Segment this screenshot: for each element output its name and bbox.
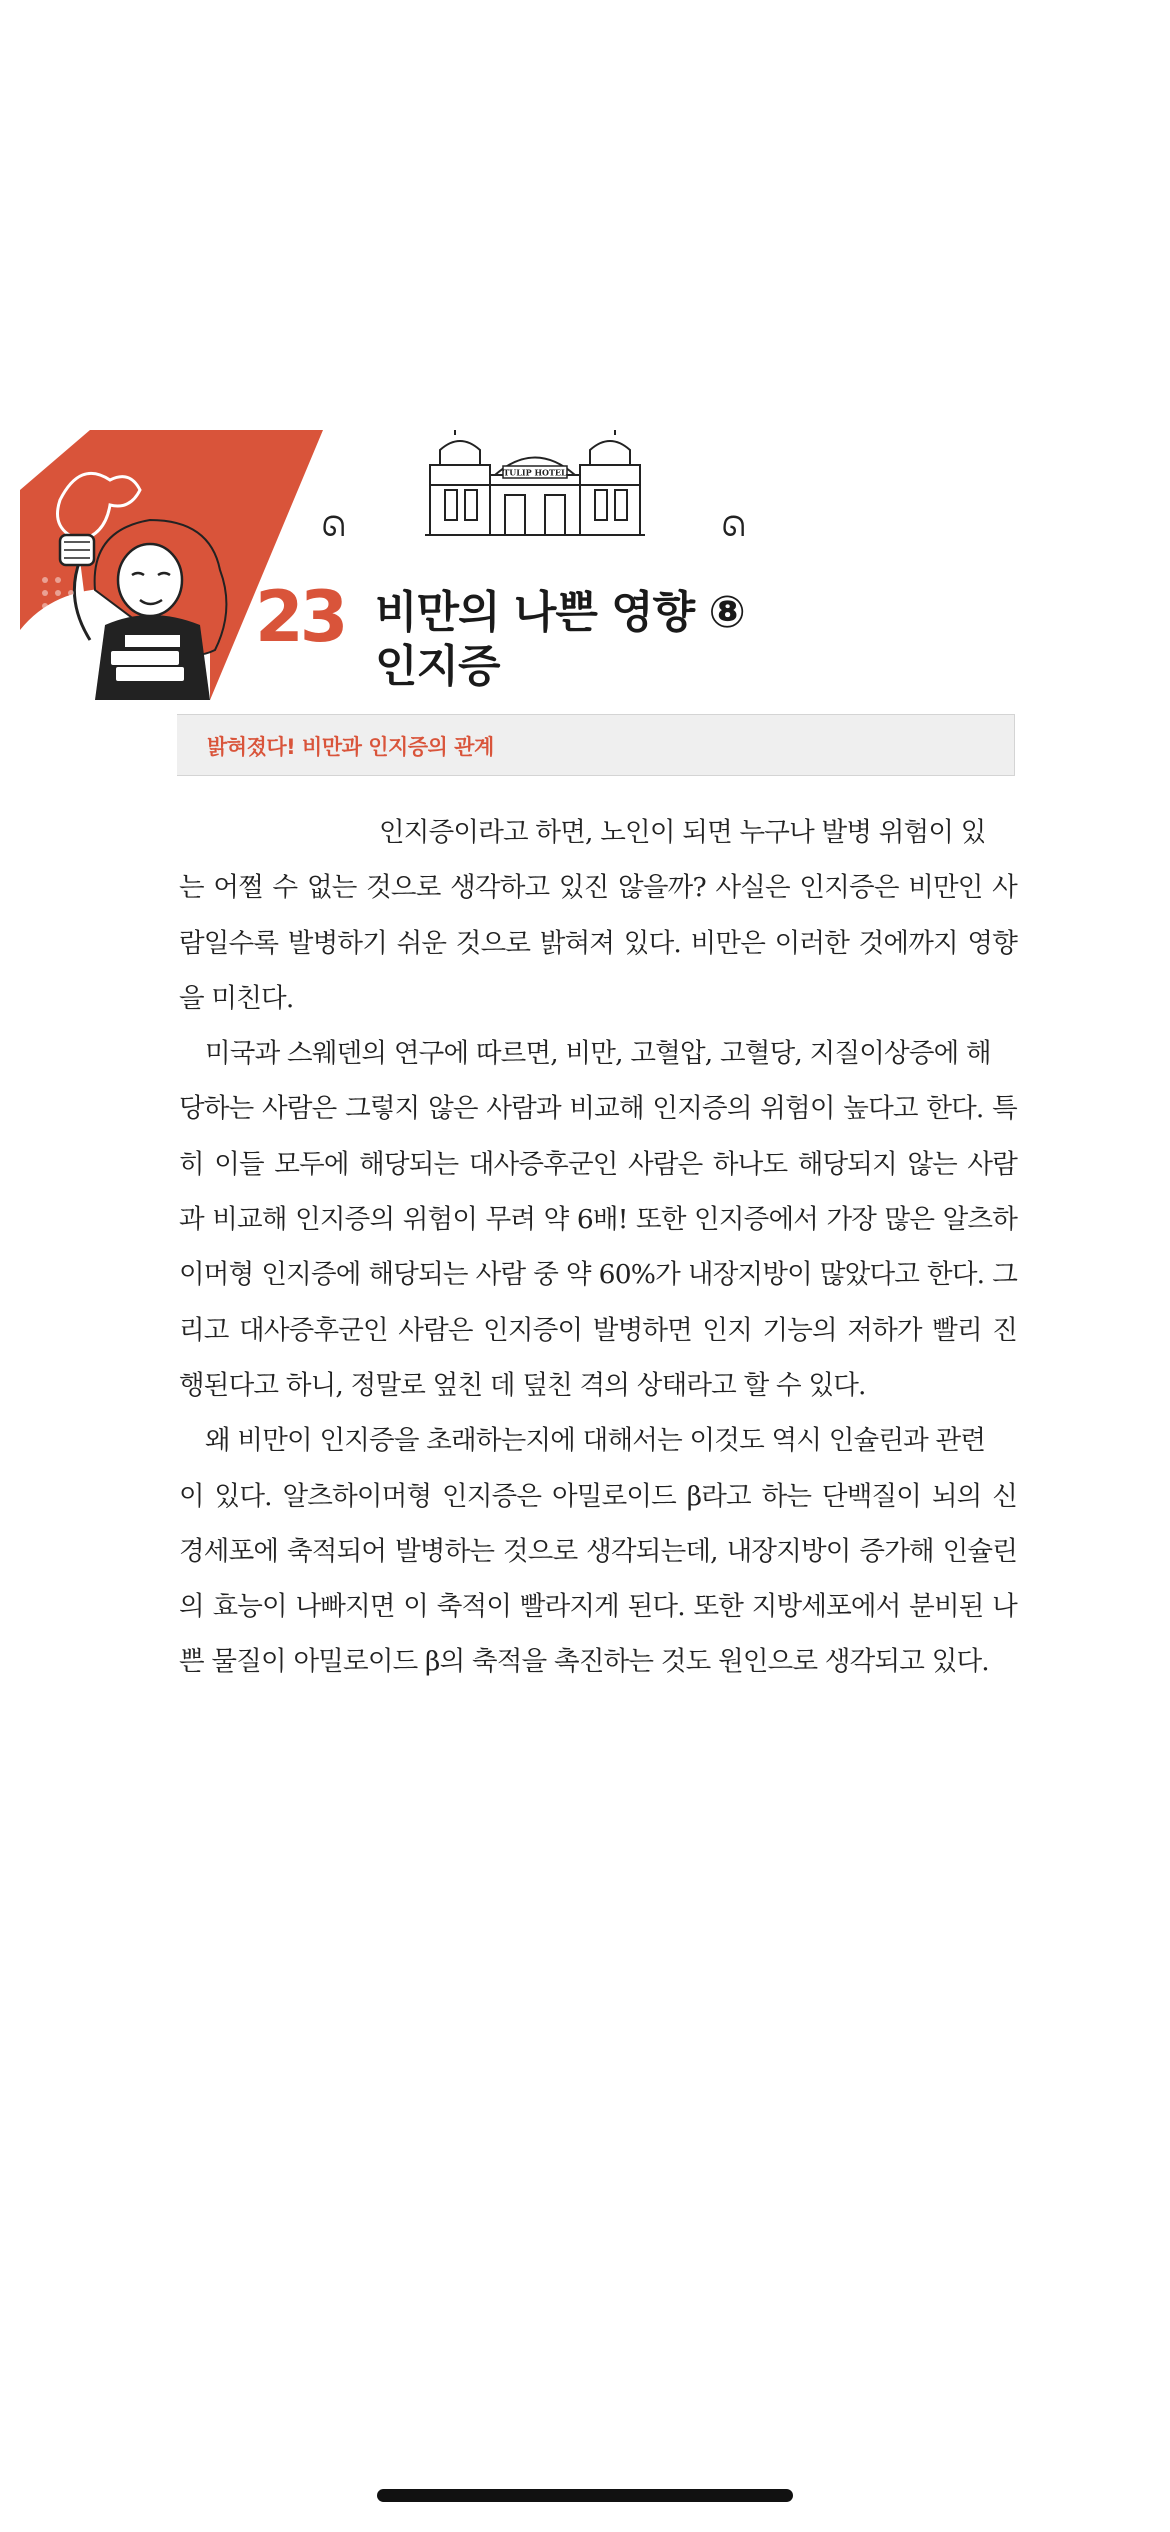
text-line: 당하는 사람은 그렇지 않은 사람과 비교해 인지증의 위험이 높다고 한다. 특	[179, 1093, 1017, 1125]
text-line: 왜 비만이 인지증을 초래하는지에 대해서는 이것도 역시 인슐린과 관련	[205, 1425, 986, 1457]
text-line: 과 비교해 인지증의 위험이 무려 약 6배! 또한 인지증에서 가장 많은 알츠하	[179, 1204, 1017, 1236]
subheading: 밝혀졌다! 비만과 인지증의 관계	[207, 735, 494, 759]
home-indicator[interactable]	[377, 2489, 793, 2502]
text-line: 쁜 물질이 아밀로이드 β의 축적을 촉진하는 것도 원인으로 생각되고 있다.	[179, 1646, 989, 1678]
body-text	[179, 805, 1017, 1690]
text-line: 인지증이라고 하면, 노인이 되면 누구나 발병 위험이 있	[379, 817, 986, 848]
chapter-title-line2: 인지증	[375, 641, 500, 692]
text-line: 을 미친다.	[179, 982, 294, 1014]
text-line: 람일수록 발병하기 쉬운 것으로 밝혀져 있다. 비만은 이러한 것에까지 영향	[179, 927, 1017, 959]
ornament-right-icon: ᘏ	[722, 510, 746, 543]
woman-illustration	[20, 430, 340, 700]
hotel-building-illustration	[425, 430, 645, 540]
text-line: 의 효능이 나빠지면 이 축적이 빨라지게 된다. 또한 지방세포에서 분비된 나	[179, 1591, 1017, 1623]
chapter-title-line1: 비만의 나쁜 영향 ⑧	[375, 587, 745, 638]
text-line: 경세포에 축적되어 발병하는 것으로 생각되는데, 내장지방이 증가해 인슐린	[179, 1535, 1017, 1567]
text-line: 이머형 인지증에 해당되는 사람 중 약 60%가 내장지방이 많았다고 한다. 그	[179, 1259, 1017, 1291]
text-line: 리고 대사증후군인 사람은 인지증이 발병하면 인지 기능의 저하가 빨리 진	[179, 1314, 1017, 1346]
ornament-left-icon: ᘏ	[322, 510, 346, 543]
text-line: 히 이들 모두에 해당되는 대사증후군인 사람은 하나도 해당되지 않는 사람	[179, 1148, 1017, 1180]
chapter-number: 23	[255, 576, 345, 658]
text-line: 미국과 스웨덴의 연구에 따르면, 비만, 고혈압, 고혈당, 지질이상증에 해	[205, 1038, 991, 1070]
hotel-sign: TULIP HOTEL	[503, 467, 567, 478]
text-line: 는 어쩔 수 없는 것으로 생각하고 있진 않을까? 사실은 인지증은 비만인 사	[179, 872, 1017, 904]
text-line: 행된다고 하니, 정말로 엎친 데 덮친 격의 상태라고 할 수 있다.	[179, 1369, 866, 1401]
subheading-bar	[177, 714, 1015, 776]
chapter-title	[375, 586, 745, 694]
text-line: 이 있다. 알츠하이머형 인지증은 아밀로이드 β라고 하는 단백질이 뇌의 신	[179, 1480, 1017, 1512]
